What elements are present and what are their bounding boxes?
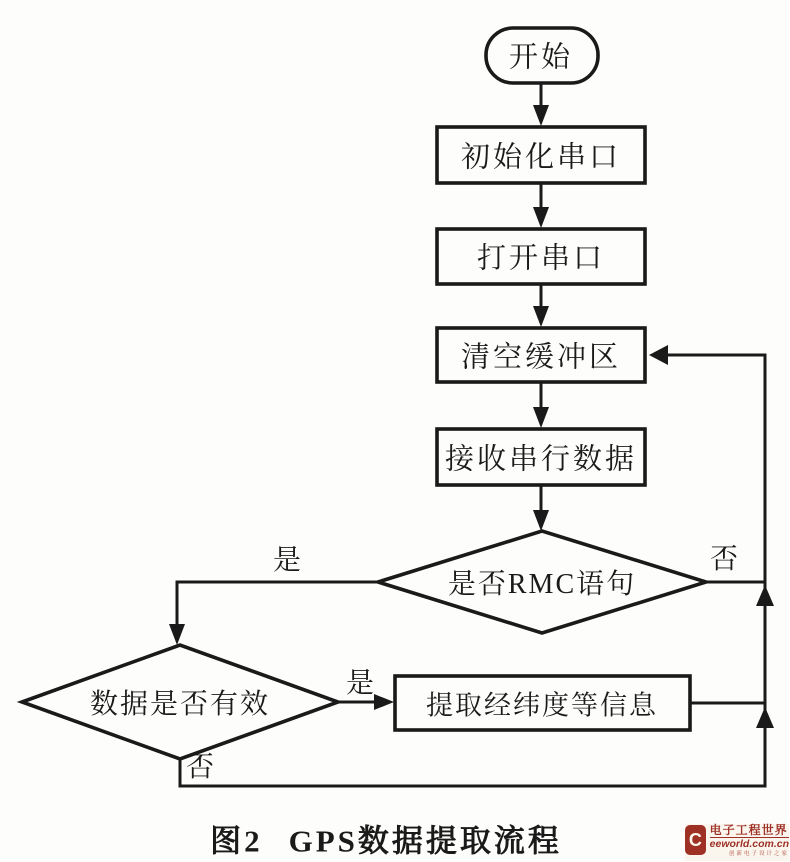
arrowhead-into-init [533,105,549,126]
valid-yes-label: 是 [345,668,375,699]
figure-caption [210,816,562,861]
eeworld-logo-icon: C [685,825,706,855]
arrowhead-into-clear-right [649,345,668,365]
start-node-label: 开始 [508,41,574,74]
extract-info-label: 提取经纬度等信息 [426,690,658,721]
arrowhead-into-open [533,207,549,228]
arrowhead-feedback-up-upper [756,585,774,606]
arrowhead-feedback-up-lower [756,707,774,728]
arrowhead-into-rmc-diamond [533,510,549,531]
eeworld-site-name: 电子工程世界 [709,823,788,837]
init-serial-label: 初始化串口 [460,141,622,174]
rmc-no-label: 否 [709,544,739,575]
flow-line-rmc-yes [177,582,380,641]
rmc-yes-label: 是 [272,545,302,576]
rmc-decision-label: 是否RMC语句 [447,569,637,600]
eeworld-tagline: 创新电子设计之家 [728,850,789,857]
receive-serial-label: 接收串行数据 [444,443,638,476]
eeworld-watermark [685,824,789,861]
eeworld-site-url: eeworld.com.cn [709,838,789,850]
valid-decision-label: 数据是否有效 [89,689,271,720]
open-serial-label: 打开串口 [476,242,606,275]
clear-buffer-label: 清空缓冲区 [460,341,622,374]
arrowhead-into-extract [374,694,394,710]
arrowhead-into-clear [533,306,549,327]
valid-no-label: 否 [185,752,215,783]
figure-caption-index: 图2 [210,823,263,859]
arrowhead-into-receive [533,407,549,428]
eeworld-watermark-text [710,824,789,857]
arrowhead-into-valid-diamond [169,624,185,645]
figure-caption-title: GPS数据提取流程 [288,823,562,859]
